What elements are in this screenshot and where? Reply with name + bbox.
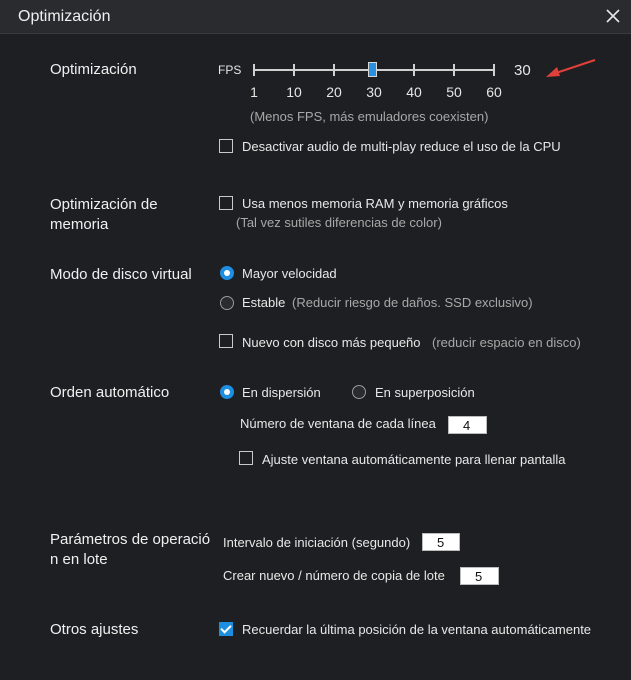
disable-audio-label: Desactivar audio de multi-play reduce el uso de la CPU <box>242 139 561 154</box>
section-batch-label <box>50 530 210 570</box>
fps-tick <box>453 64 455 76</box>
disk-fast-label: Mayor velocidad <box>242 266 337 281</box>
small-disk-checkbox[interactable] <box>219 334 233 348</box>
fps-tick <box>253 64 255 76</box>
arrange-disperse-radio[interactable] <box>220 385 234 399</box>
windows-per-line-input[interactable]: 4 <box>448 416 487 434</box>
auto-fit-label: Ajuste ventana automáticamente para llenar pantalla <box>262 452 566 467</box>
small-disk-hint: (reducir espacio en disco) <box>432 335 581 350</box>
fps-tick <box>333 64 335 76</box>
fps-tick-label: 30 <box>366 84 382 100</box>
disable-audio-checkbox[interactable] <box>219 139 233 153</box>
section-batch-label-line2: n en lote <box>50 551 108 568</box>
close-icon[interactable] <box>605 8 621 24</box>
section-other-label: Otros ajustes <box>50 621 139 638</box>
fps-tick-label: 10 <box>286 84 302 100</box>
interval-label: Intervalo de iniciación (segundo) <box>223 535 411 550</box>
small-disk-label: Nuevo con disco más pequeño <box>242 335 421 350</box>
batch-copies-label: Crear nuevo / número de copia de lote <box>223 568 445 583</box>
fps-tick-label: 20 <box>326 84 342 100</box>
disk-stable-label: Estable <box>242 295 286 310</box>
remember-position-label: Recuerdar la última posición de la ventana automáticamente <box>242 622 592 637</box>
disk-stable-radio[interactable] <box>220 296 234 310</box>
fps-tick-label: 1 <box>250 84 258 100</box>
fps-slider-thumb[interactable] <box>368 62 377 77</box>
title-bar <box>0 0 631 34</box>
arrow-icon <box>545 58 597 83</box>
fps-tick-label: 40 <box>406 84 422 100</box>
disk-stable-hint: (Reducir riesgo de daños. SSD exclusivo) <box>292 295 533 310</box>
arrange-overlap-label: En superposición <box>375 385 475 400</box>
window-title: Optimización <box>18 8 111 25</box>
arrange-overlap-radio[interactable] <box>352 385 366 399</box>
fps-tick-label: 50 <box>446 84 462 100</box>
remember-position-checkbox[interactable] <box>219 622 233 636</box>
low-memory-label: Usa menos memoria RAM y memoria gráficos <box>242 196 508 211</box>
fps-hint: (Menos FPS, más emuladores coexisten) <box>250 109 489 124</box>
section-disk-label: Modo de disco virtual <box>50 266 192 283</box>
section-arrange-label: Orden automático <box>50 384 170 401</box>
fps-tick-label: 60 <box>486 84 502 100</box>
section-memory-label-line1: Optimización de <box>50 196 158 213</box>
fps-value: 30 <box>514 62 531 79</box>
section-memory-label-line2: memoria <box>50 216 109 233</box>
section-optimization-label: Optimización <box>50 61 137 78</box>
fps-tick <box>293 64 295 76</box>
auto-fit-checkbox[interactable] <box>239 451 253 465</box>
section-batch-label-line1: Parámetros de operació <box>50 531 211 548</box>
fps-tick <box>413 64 415 76</box>
interval-input[interactable]: 5 <box>422 533 460 551</box>
memory-hint: (Tal vez sutiles diferencias de color) <box>236 215 442 230</box>
windows-per-line-label: Número de ventana de cada línea <box>240 416 436 431</box>
fps-tick <box>493 64 495 76</box>
disk-fast-radio[interactable] <box>220 266 234 280</box>
batch-copies-input[interactable]: 5 <box>460 567 499 585</box>
fps-label: FPS <box>218 63 242 77</box>
arrange-disperse-label: En dispersión <box>242 385 321 400</box>
low-memory-checkbox[interactable] <box>219 196 233 210</box>
section-memory-label <box>50 195 158 235</box>
